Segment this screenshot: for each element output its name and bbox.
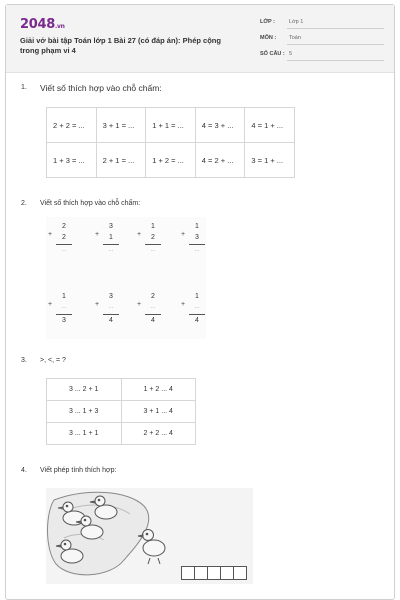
table-cell: 3 + 1 = ...: [96, 108, 146, 143]
sum-line: [145, 314, 161, 315]
sum-line: [103, 314, 119, 315]
sum-value: 4: [151, 317, 155, 324]
plus-sign: +: [48, 231, 53, 238]
sum-blank: ...: [61, 247, 67, 253]
meta-count-value: 5: [289, 51, 293, 57]
sum-line: [103, 244, 119, 245]
table-cell: 3 = 1 + ...: [245, 143, 295, 178]
answer-box[interactable]: [194, 566, 208, 580]
worksheet-header: [6, 5, 394, 73]
addend-blank: ...: [61, 304, 67, 310]
meta-grade-label: LỚP :: [260, 19, 275, 25]
sum-line: [56, 244, 72, 245]
answer-box[interactable]: [207, 566, 221, 580]
question-3-text: >, <, = ?: [40, 357, 66, 364]
sum-line: [145, 244, 161, 245]
sum-line: [189, 314, 205, 315]
table-cell: 2 + 2 = ...: [47, 108, 97, 143]
table-cell: 1 + 1 = ...: [146, 108, 196, 143]
plus-sign: +: [181, 301, 186, 308]
addend-bottom: 3: [195, 234, 199, 241]
sum-value: 4: [195, 317, 199, 324]
question-2-exercises: [46, 217, 206, 339]
vertical-addition: [46, 287, 76, 331]
site-logo[interactable]: [20, 17, 65, 32]
table-cell: 4 = 2 + ...: [195, 143, 245, 178]
vertical-addition: [179, 287, 209, 331]
addend-bottom: 1: [109, 234, 113, 241]
plus-sign: +: [181, 231, 186, 238]
answer-box[interactable]: [181, 566, 195, 580]
table-cell: 3 ... 1 + 1: [47, 423, 122, 445]
answer-boxes[interactable]: [181, 566, 246, 580]
plus-sign: +: [137, 301, 142, 308]
table-row: [47, 379, 196, 401]
addend-top: 1: [195, 293, 199, 300]
table-row: [47, 423, 196, 445]
table-row: [47, 143, 295, 178]
table-cell: 4 = 1 + ...: [245, 108, 295, 143]
meta-subject: [260, 33, 384, 45]
question-3-table: [46, 378, 196, 445]
addend-blank: ...: [108, 304, 114, 310]
table-cell: 2 + 2 ... 4: [121, 423, 196, 445]
vertical-addition: [46, 217, 76, 261]
table-row: [47, 401, 196, 423]
plus-sign: +: [95, 231, 100, 238]
meta-subject-value: Toán: [289, 35, 301, 41]
worksheet-page: [5, 4, 395, 600]
sum-blank: ...: [150, 247, 156, 253]
table-cell: 3 ... 2 + 1: [47, 379, 122, 401]
answer-box[interactable]: [233, 566, 247, 580]
worksheet-title: Giải vở bài tập Toán lớp 1 Bài 27 (có đáp án): Phép cộng trong phạm vi 4: [20, 36, 221, 55]
table-cell: 1 + 3 = ...: [47, 143, 97, 178]
question-4-number: 4.: [21, 467, 27, 474]
plus-sign: +: [95, 301, 100, 308]
table-cell: 2 + 1 = ...: [96, 143, 146, 178]
sum-line: [189, 244, 205, 245]
addend-bottom: 2: [62, 234, 66, 241]
meta-count-label: SỐ CÂU :: [260, 51, 285, 57]
addend-top: 1: [195, 223, 199, 230]
addend-top: 3: [109, 223, 113, 230]
meta-grade: [260, 17, 384, 29]
sum-line: [56, 314, 72, 315]
addend-bottom: 2: [151, 234, 155, 241]
question-2-number: 2.: [21, 200, 27, 207]
answer-box[interactable]: [220, 566, 234, 580]
vertical-addition: [135, 217, 165, 261]
addend-top: 1: [62, 293, 66, 300]
question-1-number: 1.: [21, 84, 27, 91]
vertical-addition: [179, 217, 209, 261]
addend-blank: ...: [150, 304, 156, 310]
question-4-text: Viết phép tính thích hợp:: [40, 467, 117, 474]
plus-sign: +: [137, 231, 142, 238]
table-cell: 4 = 3 + ...: [195, 108, 245, 143]
sum-blank: ...: [194, 247, 200, 253]
question-1-text: Viết số thích hợp vào chỗ chấm:: [40, 83, 162, 93]
table-cell: 1 + 2 ... 4: [121, 379, 196, 401]
sum-blank: ...: [108, 247, 114, 253]
meta-underline: [287, 28, 384, 29]
meta-underline: [287, 44, 384, 45]
table-cell: 1 + 2 = ...: [146, 143, 196, 178]
meta-question-count: [260, 49, 384, 61]
logo-text: 2048: [20, 17, 55, 32]
addend-top: 2: [151, 293, 155, 300]
sum-value: 3: [62, 317, 66, 324]
sum-value: 4: [109, 317, 113, 324]
vertical-addition: [93, 217, 123, 261]
table-cell: 3 ... 1 + 3: [47, 401, 122, 423]
vertical-addition: [135, 287, 165, 331]
addend-top: 2: [62, 223, 66, 230]
meta-underline: [287, 60, 384, 61]
addend-blank: ...: [194, 304, 200, 310]
vertical-addition: [93, 287, 123, 331]
question-1-table: [46, 107, 295, 178]
question-3-number: 3.: [21, 357, 27, 364]
meta-subject-label: MÔN :: [260, 35, 277, 41]
logo-suffix: .vn: [54, 23, 65, 30]
addend-top: 3: [109, 293, 113, 300]
table-row: [47, 108, 295, 143]
table-cell: 3 + 1 ... 4: [121, 401, 196, 423]
meta-grade-value: Lớp 1: [289, 19, 304, 25]
question-2-text: Viết số thích hợp vào chỗ chấm:: [40, 200, 141, 207]
addend-top: 1: [151, 223, 155, 230]
plus-sign: +: [48, 301, 53, 308]
